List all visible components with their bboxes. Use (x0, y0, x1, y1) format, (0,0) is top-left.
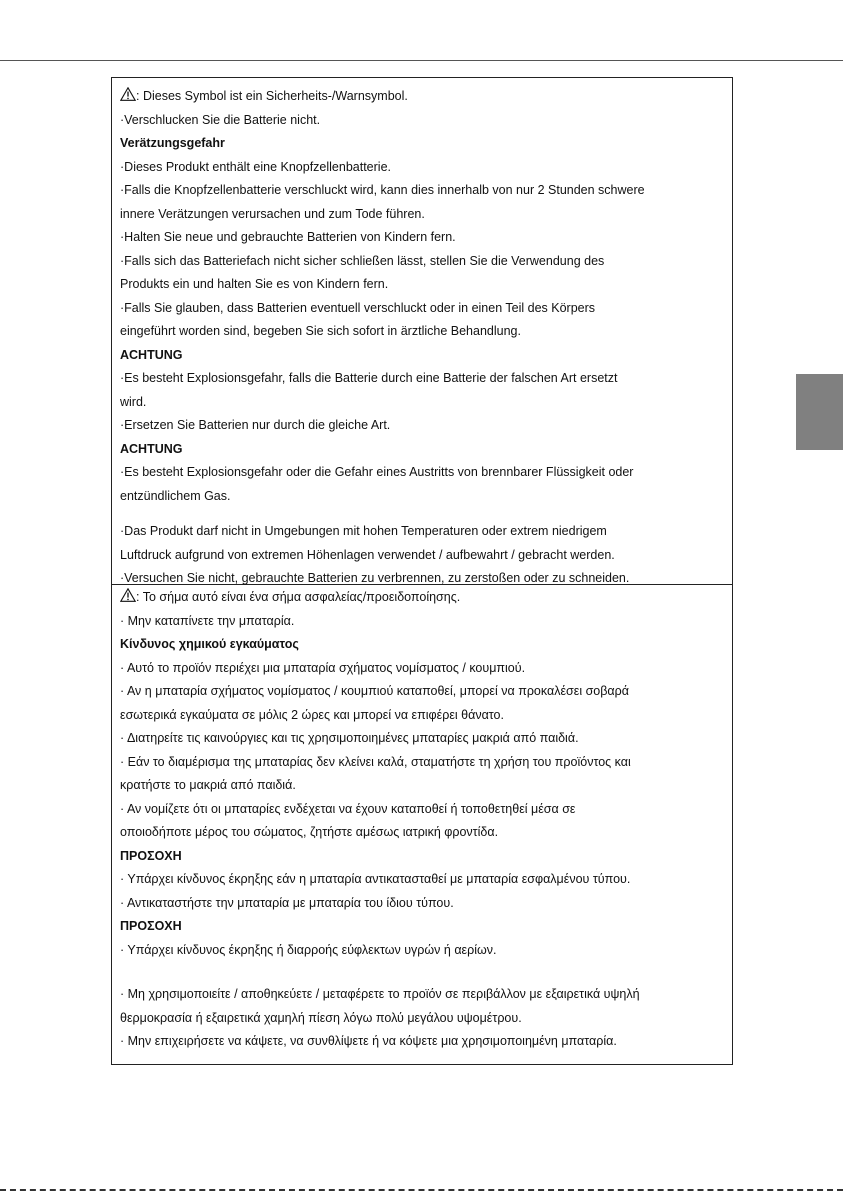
section-heading: ΠΡΟΣΟΧΗ (120, 848, 182, 863)
warning-line: · Αυτό το προϊόν περιέχει μια μπαταρία σχήματος νομίσματος / κουμπιού. (120, 660, 526, 675)
header-rule (0, 60, 843, 61)
warning-line: εσωτερικά εγκαύματα σε μόλις 2 ώρες και μπορεί να επιφέρει θάνατο. (120, 707, 504, 722)
warning-line: θερμοκρασία ή εξαιρετικά χαμηλή πίεση λόγω πολύ μεγάλου υψομέτρου. (120, 1010, 522, 1025)
symbol-definition (120, 586, 726, 610)
warning-line: wird. (120, 394, 147, 409)
warning-line: ·Ersetzen Sie Batterien nur durch die gleiche Art. (120, 418, 391, 432)
section-tab-marker (796, 374, 843, 450)
greek-warning-box (111, 585, 733, 1065)
warning-line: ·Es besteht Explosionsgefahr oder die Gefahr eines Austritts von brennbarer Flüssigkeit oder (120, 465, 634, 479)
warning-line: ·Das Produkt darf nicht in Umgebungen mit hohen Temperaturen oder extrem niedrigem (120, 524, 607, 538)
symbol-text: : Dieses Symbol ist ein Sicherheits-/Warnsymbol. (136, 89, 408, 103)
warning-line: ·Falls Sie glauben, dass Batterien eventuell verschluckt oder in einen Teil des Körpers (120, 300, 596, 315)
warning-line: ·Dieses Produkt enthält eine Knopfzellenbatterie. (120, 159, 391, 174)
warning-line: · Υπάρχει κίνδυνος έκρηξης εάν η μπαταρία αντικατασταθεί με μπαταρία εσφαλμένου τύπου. (120, 872, 631, 886)
spacer (120, 508, 726, 520)
section-heading: ACHTUNG (120, 441, 183, 456)
section-heading: ΠΡΟΣΟΧΗ (120, 919, 182, 933)
section-heading: Κίνδυνος χημικού εγκαύματος (120, 637, 299, 651)
warning-line: ·Versuchen Sie nicht, gebrauchte Batterien zu verbrennen, zu zerstoßen oder zu schneiden. (120, 571, 630, 585)
page-bottom-rule (0, 1189, 843, 1191)
warning-line: · Αν νομίζετε ότι οι μπαταρίες ενδέχεται να έχουν καταποθεί ή τοποθετηθεί μέσα σε (120, 801, 576, 816)
warning-line: Luftdruck aufgrund von extremen Höhenlagen verwendet / aufbewahrt / gebracht werden. (120, 547, 615, 562)
warning-line: κρατήστε το μακριά από παιδιά. (120, 778, 296, 792)
warning-line: ·Halten Sie neue und gebrauchte Batterien von Kindern fern. (120, 230, 456, 244)
warning-line: · Μην επιχειρήσετε να κάψετε, να συνθλίψετε ή να κόψετε μια χρησιμοποιημένη μπαταρία. (120, 1034, 617, 1048)
section-heading: ACHTUNG (120, 347, 183, 362)
warning-triangle-icon (120, 588, 136, 602)
section-heading: Verätzungsgefahr (120, 136, 225, 150)
warning-line: eingeführt worden sind, begeben Sie sich sofort in ärztliche Behandlung. (120, 324, 521, 338)
german-warning-box (111, 77, 733, 585)
symbol-definition (120, 85, 726, 109)
warning-line: · Εάν το διαμέρισμα της μπαταρίας δεν κλείνει καλά, σταματήστε τη χρήση του προϊόντος και (120, 754, 631, 769)
symbol-text: : Το σήμα αυτό είναι ένα σήμα ασφαλείας/προειδοποίησης. (136, 590, 461, 604)
warning-line: · Μη χρησιμοποιείτε / αποθηκεύετε / μεταφέρετε το προϊόν σε περιβάλλον με εξαιρετικά υψηλή (120, 987, 640, 1001)
warning-triangle-icon (120, 87, 136, 101)
warning-line: · Αντικαταστήστε την μπαταρία με μπαταρία του ίδιου τύπου. (120, 895, 454, 910)
warning-line: · Διατηρείτε τις καινούργιες και τις χρησιμοποιημένες μπαταρίες μακριά από παιδιά. (120, 731, 579, 745)
warning-line: Produkts ein und halten Sie es von Kindern fern. (120, 277, 389, 291)
warning-line: · Μην καταπίνετε την μπαταρία. (120, 613, 295, 628)
warning-line: οποιοδήποτε μέρος του σώματος, ζητήστε αμέσως ιατρική φροντίδα. (120, 825, 499, 839)
warning-line: · Αν η μπαταρία σχήματος νομίσματος / κουμπιού καταποθεί, μπορεί να προκαλέσει σοβαρά (120, 684, 629, 698)
warning-line: ·Es besteht Explosionsgefahr, falls die Batterie durch eine Batterie der falschen Art ersetzt (120, 371, 618, 385)
warning-line: entzündlichem Gas. (120, 488, 231, 503)
warning-line: innere Verätzungen verursachen und zum Tode führen. (120, 206, 425, 221)
warning-line: ·Falls die Knopfzellenbatterie verschluckt wird, kann dies innerhalb von nur 2 Stunden schwere (120, 183, 645, 197)
warning-line: · Υπάρχει κίνδυνος έκρηξης ή διαρροής εύφλεκτων υγρών ή αερίων. (120, 942, 497, 957)
spacer (120, 962, 726, 983)
warning-line: ·Verschlucken Sie die Batterie nicht. (120, 112, 321, 127)
warning-line: ·Falls sich das Batteriefach nicht sicher schließen lässt, stellen Sie die Verwendung des (120, 253, 605, 268)
